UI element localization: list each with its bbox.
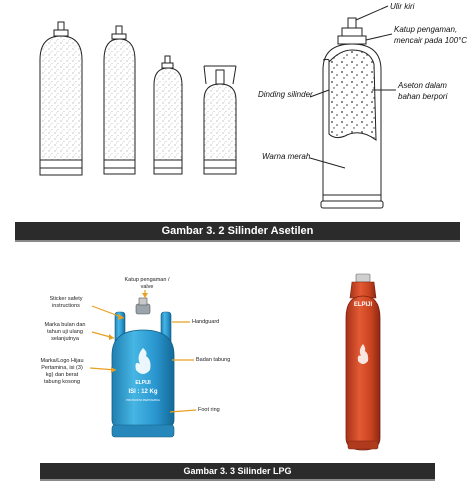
label-sticker-1: Sticker safety <box>49 296 83 302</box>
label-handguard: Handguard <box>192 319 220 325</box>
lpg-red-brand: ELPIJI <box>353 302 373 308</box>
acetylene-cylinder-1 <box>40 22 82 175</box>
label-katup-1: Katup pengaman / <box>124 277 170 283</box>
label-katup-pengaman: Katup pengaman, <box>394 25 458 34</box>
caption-text: Gambar 3. 3 Silinder LPG <box>183 466 292 476</box>
acetylene-cutaway-cylinder <box>310 6 396 208</box>
label-badan-tabung: Badan tabung <box>196 357 231 363</box>
label-mencair: mencair pada 100°C <box>394 36 468 45</box>
caption-figure-3-2 <box>15 222 460 242</box>
caption-figure-3-3 <box>40 463 435 481</box>
lpg-blue-weight: ISI : 12 Kg <box>128 389 158 395</box>
label-pertamina-2: Pertamina, isi (3) <box>41 365 83 371</box>
label-pertamina-4: tabung kosong <box>43 379 81 385</box>
label-marka-3: selanjutnya <box>51 336 79 342</box>
label-pertamina-3: kg) dan berat <box>45 372 79 378</box>
label-katup-2: valve <box>140 284 154 290</box>
label-warna-merah: Warna merah <box>262 152 311 161</box>
label-marka-1: Marka bulan dan <box>44 322 86 328</box>
label-dinding-silinder: Dinding silinder <box>258 90 313 99</box>
acetylene-cylinder-2 <box>104 26 135 174</box>
lpg-blue-brand: ELPIJI <box>135 380 151 386</box>
acetylene-cylinder-4 <box>204 66 236 174</box>
label-pertamina-1: Marka/Logo Hijau <box>40 358 84 364</box>
caption-text: Gambar 3. 2 Silinder Asetilen <box>161 225 314 237</box>
label-foot-ring: Foot ring <box>198 407 220 413</box>
lpg-blue-sub: PRODUKSI PERTAMINA <box>126 398 160 402</box>
acetylene-cylinder-3 <box>154 56 182 174</box>
lpg-red-tank <box>346 274 380 450</box>
label-aseton-2: bahan berpori <box>398 92 448 101</box>
label-aseton-1: Aseton dalam <box>398 81 447 90</box>
label-marka-2: tahun uji ulang <box>47 329 83 335</box>
label-ulir-kiri: Ulir kiri <box>390 2 415 11</box>
label-sticker-2: instructions <box>52 303 80 309</box>
